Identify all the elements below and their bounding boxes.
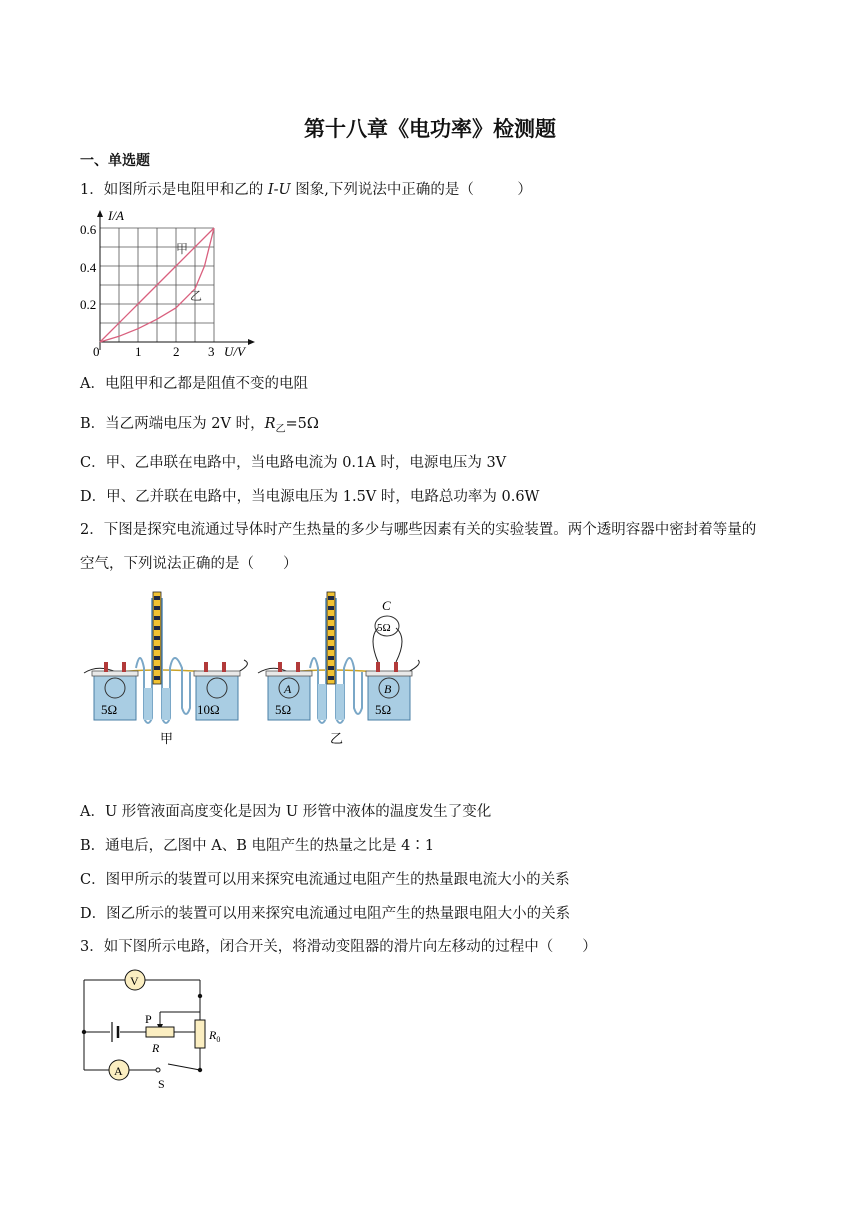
rheostat [146,1027,174,1037]
yi-left-resistor: 5Ω [275,702,292,717]
scale-tick [154,646,160,650]
rheostat-label: R [152,1041,160,1055]
yi-c-label: C [382,598,391,613]
x-tick-0: 0 [93,344,100,359]
x-axis-label: U/V [224,344,245,359]
q1-option-b-post: =5Ω [285,416,319,432]
page-title: 第十八章《电功率》检测题 [304,117,556,141]
question-2-line-1: 2．下图是探究电流通过导体时产生热量的多少与哪些因素有关的实验装置。两个透明容器中密封着等量的 [80,522,757,538]
jia-label: 甲 [160,731,174,746]
scale-tick [328,626,334,630]
yi-b-label: B [384,682,392,696]
section-heading: 一、单选题 [80,153,150,169]
scale-tick [328,616,334,620]
scale-tick [328,646,334,650]
question-1 [80,178,532,199]
jia-right-resistor: 10Ω [197,702,220,717]
curve-yi-label: 乙 [190,289,203,303]
yi-label: 乙 [330,731,344,746]
scale-tick [328,606,334,610]
circuit-diagram [78,964,238,1092]
q1-option-d: D．甲、乙并联在电路中，当电源电压为 1.5V 时，电路总功率为 0.6W [80,489,540,505]
q1-option-a: A．电阻甲和乙都是阻值不变的电阻 [80,376,308,392]
heat-experiment-figure [78,588,423,748]
question-1-iu: I-U [267,182,291,198]
x-tick-1: 1 [135,344,142,359]
iu-graph [78,208,258,360]
scale-tick [154,596,160,600]
apparatus-jia [84,592,247,746]
question-1-post: 图象,下列说法中正确的是（ ） [290,182,532,198]
yi-right-resistor: 5Ω [375,702,392,717]
y-tick-0.2: 0.2 [80,297,97,312]
q1-option-b-sub: 乙 [275,424,286,435]
scale-tick [154,656,160,660]
q1-option-c: C．甲、乙串联在电路中，当电路电流为 0.1A 时，电源电压为 3V [80,455,507,471]
ammeter-label: A [114,1064,123,1078]
q2-option-c: C．图甲所示的装置可以用来探究电流通过电阻产生的热量跟电流大小的关系 [80,872,570,888]
resistor-r0-label: $R_0$ [209,1028,221,1044]
jia-left-resistor: 5Ω [101,702,118,717]
scale-tick [154,636,160,640]
q2-option-a: A．U 形管液面高度变化是因为 U 形管中液体的温度发生了变化 [80,804,492,820]
slider-p-label: P [145,1012,152,1026]
voltmeter-label: V [130,974,139,988]
y-axis-label: I/A [108,208,124,223]
scale-tick [328,656,334,660]
yi-c-resistor: 5Ω [377,622,391,634]
y-tick-0.6: 0.6 [80,222,97,237]
resistor-r0 [195,1020,205,1048]
scale-tick [154,606,160,610]
scale-tick [154,676,160,680]
y-axis-arrow [97,210,103,217]
apparatus-yi [258,592,419,746]
q1-option-b-pre: B．当乙两端电压为 2V 时， [80,416,265,432]
question-1-pre: 1．如图所示是电阻甲和乙的 [80,182,268,198]
question-3: 3．如下图所示电路，闭合开关，将滑动变阻器的滑片向左移动的过程中（ ） [80,939,597,955]
q1-option-b [80,412,319,435]
scale-tick [328,666,334,670]
x-tick-2: 2 [173,344,180,359]
scale-tick [328,676,334,680]
question-2-line-2: 空气，下列说法正确的是（ ） [80,556,298,572]
scale-tick [328,636,334,640]
scale-tick [328,596,334,600]
scale-tick [154,666,160,670]
curve-jia-label: 甲 [176,242,189,256]
q1-option-b-r: R [264,416,276,432]
q2-option-d: D．图乙所示的装置可以用来探究电流通过电阻产生的热量跟电阻大小的关系 [80,906,571,922]
scale-tick [154,626,160,630]
switch-pivot [156,1068,160,1072]
scale-tick [154,616,160,620]
q2-option-b: B．通电后，乙图中 A、B 电阻产生的热量之比是 4∶1 [80,838,435,854]
x-axis-arrow [248,339,255,345]
yi-a-label: A [284,682,292,696]
switch-label: S [158,1077,165,1091]
x-tick-3: 3 [208,344,215,359]
y-tick-0.4: 0.4 [80,260,97,275]
